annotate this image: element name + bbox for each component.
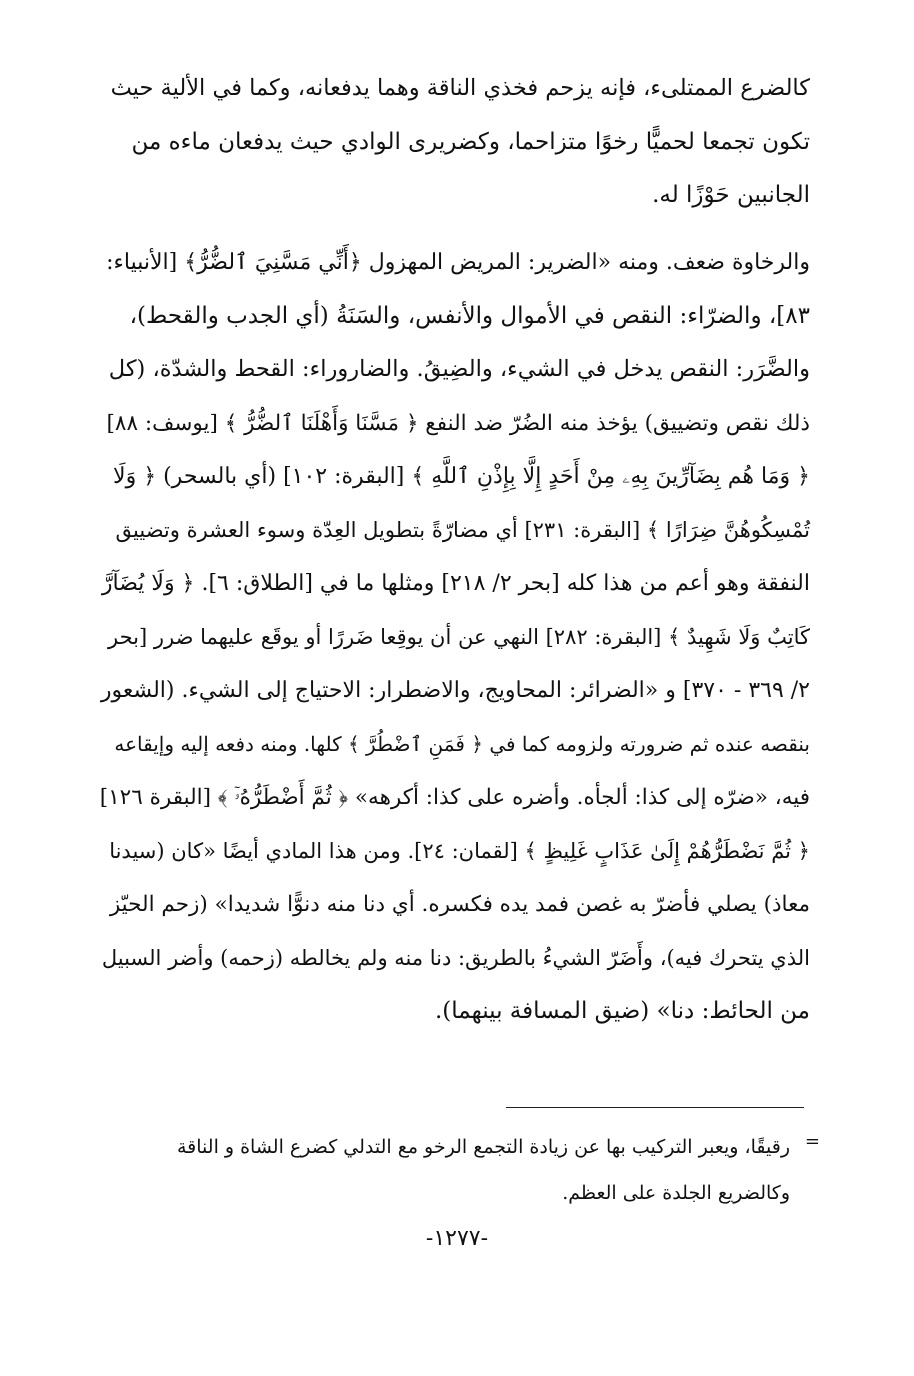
text-line: من الحائط: دنا» (ضيق المسافة بينهما). — [435, 998, 810, 1024]
text-line: كالضرع الممتلىء، فإنه يزحم فخذي الناقة وهما يدفعانه، وكما في الألية حيث — [110, 75, 810, 101]
footnote-marker: = — [804, 1131, 820, 1152]
text-line: ٨٣]، والضرّاء: النقص في الأموال والأنفس، والسَنَةُ (أي الجدب والقحط)، — [129, 302, 810, 329]
text-line: تكون تجمعا لحميًّا رخوًا متزاحما، وكضريرى الوادي حيث يدفعان ماءه من — [131, 128, 810, 155]
text-line: والرخاوة ضعف. ومنه «الضرير: المريض المهزول ﴿أَنِّي مَسَّنِيَ ٱلضُّرُّ﴾ [الأنبياء: — [106, 250, 810, 275]
text-line: والضَّرَر: النقص يدخل في الشيء، والضِيقُ. والضاروراء: القحط والشدّة، (كل — [108, 356, 810, 382]
text-line: ﴿ ثُمَّ نَضْطَرُّهُمْ إِلَىٰ عَذَابٍ غَلِيظٍ ﴾ [لقمان: ٢٤]. ومن هذا المادي أيضًا «كان (سيدنا — [109, 838, 810, 863]
text-line: تُمْسِكُوهُنَّ ضِرَارًا ﴾ [البقرة: ٢٣١] أي مضارّةً بتطويل العِدّة وسوء العشرة وتضييق — [115, 517, 810, 542]
paragraph-2 — [100, 236, 810, 1039]
text-line: ذلك نقص وتضييق) يؤخذ منه الضُرّ ضد النفع ﴿ مَسَّنَا وَأَهْلَنَا ٱلضُّرُّ ﴾ [يوسف: ٨٨] — [106, 410, 810, 436]
text-line: النفقة وهو أعم من هذا كله [بحر ٢/ ٢١٨] ومثلها ما في [الطلاق: ٦]. ﴿ وَلَا يُضَآرَّ — [101, 571, 810, 596]
text-line: ٢/ ٣٦٩ - ٣٧٠] و «الضرائر: المحاويج، والاضطرار: الاحتياج إلى الشيء. (الشعور — [100, 678, 810, 703]
text-line: بنقصه عنده ثم ضرورته ولزومه كما في ﴿ فَمَنِ ٱضْطُرَّ ﴾ كلها. ومنه دفعه إليه وإيقاعه — [114, 731, 810, 756]
footnote — [100, 1124, 814, 1216]
footnote-line: وكالضريع الجلدة على العظم. — [562, 1182, 790, 1204]
text-line: فيه، «ضرّه إلى كذا: ألجأه. وأضره على كذا: أكرهه» ﴿ ثُمَّ أَضْطَرُّهُۥٓ ﴾ [البقرة ١٢٦] — [99, 785, 810, 810]
text-line: معاذ) يصلي فأضرّ به غصن فمد يده فكسره. أي دنا منه دنوًّا شديدا» (زحم الحيّز — [109, 892, 810, 917]
text-line: الجانبين حَوْزًا له. — [652, 182, 810, 208]
text-line: ﴿ وَمَا هُم بِضَآرِّينَ بِهِۦ مِنْ أَحَدٍ إِلَّا بِإِذْنِ ٱللَّهِ ﴾ [البقرة: ١٠٢] (أي بالسحر) ﴿ وَلَا — [113, 464, 810, 489]
page-number: -١٢٧٧- — [425, 1226, 489, 1251]
paragraph-1 — [100, 62, 810, 223]
footnote-line: رقيقًا، ويعبر التركيب بها عن زيادة التجمع الرخو مع التدلي كضرع الشاة و الناقة — [176, 1136, 790, 1158]
footnote-divider — [506, 1107, 804, 1108]
text-line: الذي يتحرك فيه)، وأَضَرّ الشيءُ بالطريق: دنا منه ولم يخالطه (زحمه) وأضر السبيل — [101, 945, 810, 970]
text-line: كَاتِبٌ وَلَا شَهِيدٌ ﴾ [البقرة: ٢٨٢] النهي عن أن يوقِعا ضَررًا أو يوقَع عليهما ضرر [بحر — [108, 624, 810, 649]
